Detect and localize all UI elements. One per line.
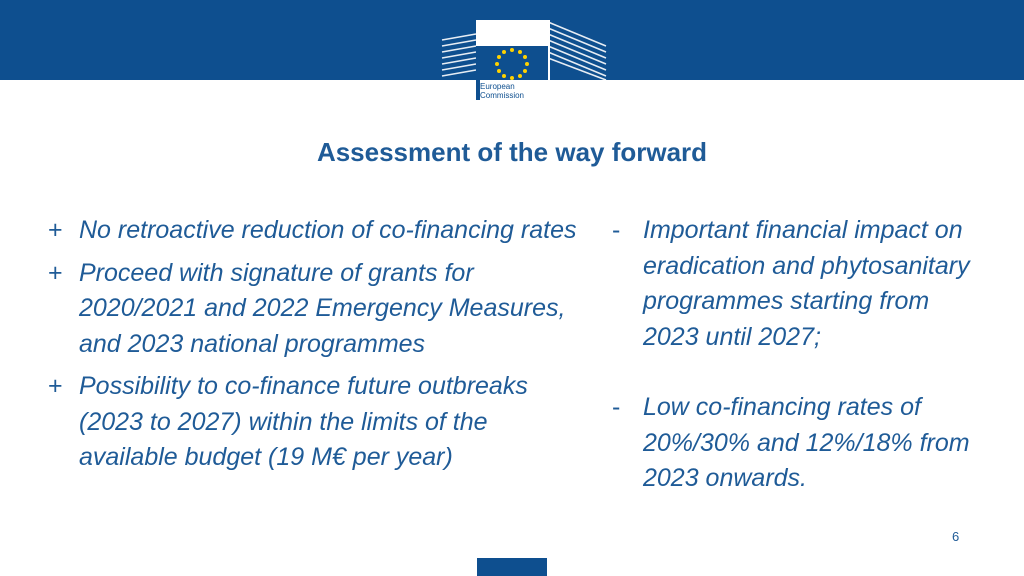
logo-text: European Commission [480,80,550,100]
item-text: Possibility to co-finance future outbreaks (2023 to 2027) within the limits of the available budget (19 M€ per year) [79,372,528,471]
list-item [612,390,982,497]
right-column [612,213,982,532]
list-item [48,213,578,249]
item-text: Important financial impact on eradication and phytosanitary programmes starting from 2023 until 2027; [643,216,970,351]
european-commission-logo [440,20,608,108]
list-item [48,369,578,476]
item-text: Low co-financing rates of 20%/30% and 12%/18% from 2023 onwards. [643,393,970,492]
left-column [48,213,578,483]
minus-bullet: - [612,216,621,244]
minus-bullet: - [612,393,621,421]
list-item [48,256,578,363]
plus-bullet: + [48,258,63,287]
slide-title: Assessment of the way forward [316,137,708,167]
item-text: Proceed with signature of grants for 2020/2021 and 2022 Emergency Measures, and 2023 national programmes [79,258,566,358]
page-number: 6 [952,529,960,544]
list-item [612,213,982,355]
eu-stars-icon [476,46,548,80]
plus-bullet: + [48,216,63,244]
plus-bullet: + [48,372,63,400]
item-text: No retroactive reduction of co-financing rates [79,216,577,244]
bottom-flag [477,558,547,576]
